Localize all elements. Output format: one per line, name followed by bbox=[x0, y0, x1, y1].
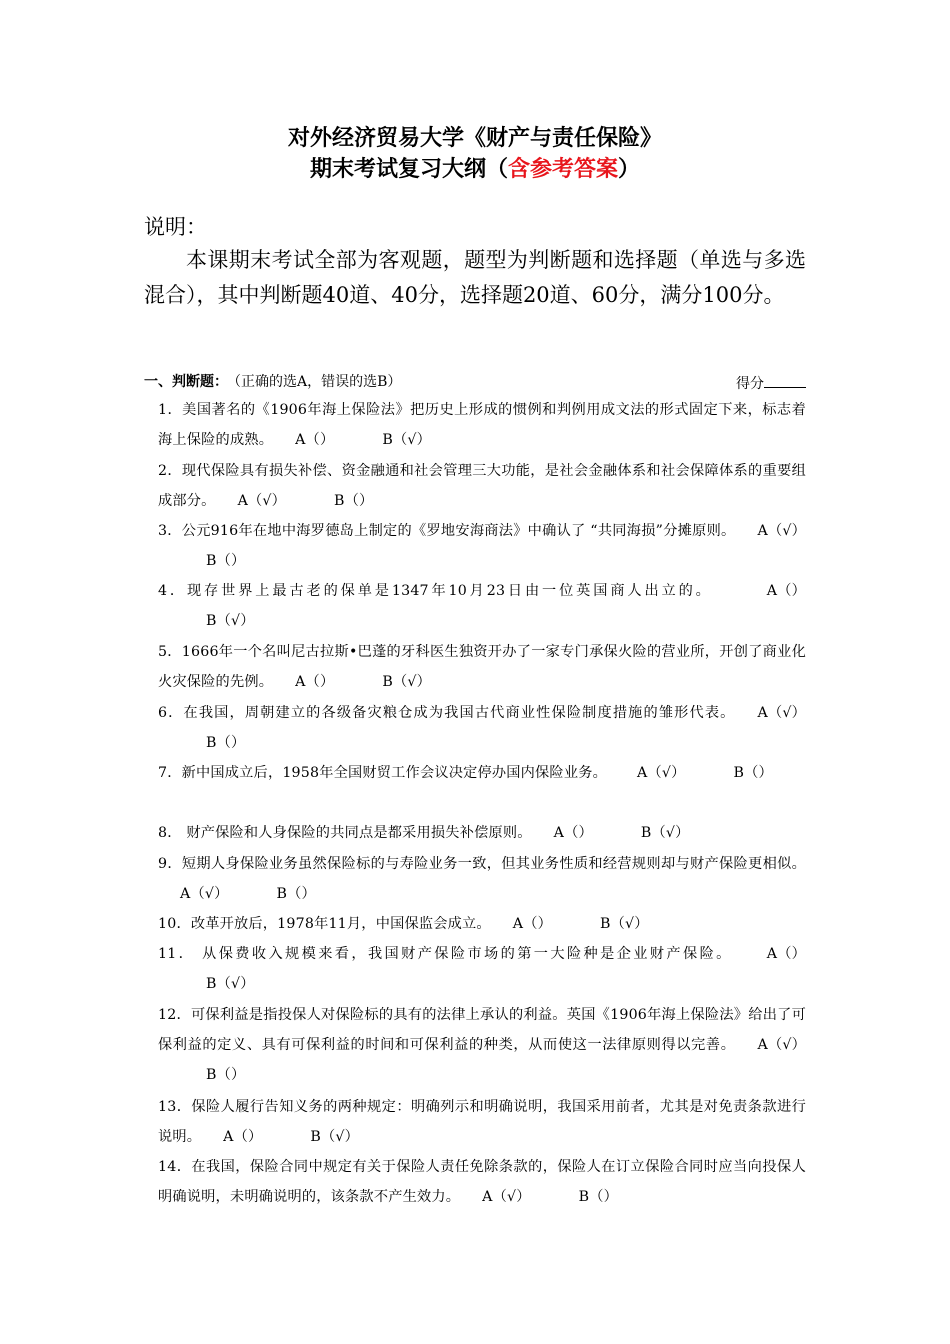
question-item bbox=[158, 818, 806, 848]
option-b: B（√） bbox=[600, 916, 649, 932]
document-title bbox=[0, 124, 950, 154]
option-a: A（√） bbox=[482, 1189, 531, 1205]
option-a: A（√） bbox=[757, 705, 806, 721]
question-text: 8． 财产保险和人身保险的共同点是都采用损失补偿原则。 bbox=[158, 825, 532, 841]
title-line-2-prefix: 期末考试复习大纲（ bbox=[309, 157, 508, 182]
question-text: 5．1666年一个名叫尼古拉斯•巴蓬的牙科医生独资开办了一家专门承保火险的营业所，开创了商业化火灾保险的先例。 bbox=[158, 644, 806, 690]
question-item bbox=[158, 516, 806, 576]
score-label: 得分 bbox=[736, 376, 764, 392]
option-a: A（√） bbox=[180, 886, 229, 902]
question-text: 1．美国著名的《1906年海上保险法》把历史上形成的惯例和判例用成文法的形式固定下来，标志着海上保险的成熟。 bbox=[158, 402, 806, 448]
question-text: 3．公元916年在地中海罗德岛上制定的《罗地安海商法》中确认了 “共同海损”分摊原则。 bbox=[158, 523, 736, 539]
option-b: B（） bbox=[206, 1067, 246, 1083]
option-b: B（） bbox=[334, 493, 374, 509]
question-item bbox=[158, 1152, 806, 1212]
question-text: 6．在我国，周朝建立的各级备灾粮仓成为我国古代商业性保险制度措施的雏形代表。 bbox=[158, 705, 736, 721]
answer-note-highlight: 含参考答案 bbox=[507, 157, 618, 182]
option-b: B（√） bbox=[310, 1129, 360, 1145]
option-a: A（） bbox=[766, 946, 806, 962]
option-b: B（） bbox=[733, 765, 773, 781]
question-item bbox=[158, 698, 806, 758]
question-item bbox=[158, 637, 806, 697]
option-b: B（√） bbox=[206, 976, 255, 992]
question-text: 14．在我国，保险合同中规定有关于保险人责任免除条款的，保险人在订立保险合同时应当向投保人明确说明，未明确说明的，该条款不产生效力。 bbox=[158, 1159, 806, 1205]
question-text: 7．新中国成立后，1958年全国财贸工作会议决定停办国内保险业务。 bbox=[158, 765, 607, 781]
question-item bbox=[158, 849, 806, 909]
option-b: B（√） bbox=[382, 432, 431, 448]
question-text: 13．保险人履行告知义务的两种规定：明确列示和明确说明，我国采用前者，尤其是对免责条款进行说明。 bbox=[158, 1099, 806, 1145]
option-b: B（√） bbox=[640, 825, 690, 841]
option-a: A（√） bbox=[757, 1037, 806, 1053]
question-item bbox=[158, 1000, 806, 1090]
option-b: B（） bbox=[578, 1189, 619, 1205]
option-a: A（） bbox=[766, 583, 806, 599]
question-item bbox=[158, 395, 806, 455]
section-header bbox=[144, 372, 806, 392]
option-a: A（√） bbox=[237, 493, 287, 509]
question-text: 2．现代保险具有损失补偿、资金融通和社会管理三大功能，是社会金融体系和社会保障体系的重要组成部分。 bbox=[158, 463, 806, 509]
title-line-2-suffix: ） bbox=[618, 157, 641, 182]
score-blank bbox=[764, 372, 806, 388]
question-item bbox=[158, 909, 806, 939]
question-item bbox=[158, 456, 806, 516]
option-b: B（） bbox=[206, 735, 246, 751]
option-a: A（） bbox=[295, 674, 335, 690]
question-text: 4．现存世界上最古老的保单是1347年10月23日由一位英国商人出立的。 bbox=[158, 583, 713, 599]
option-b: B（√） bbox=[382, 674, 431, 690]
question-item bbox=[158, 758, 806, 788]
option-b: B（） bbox=[206, 553, 246, 569]
section-title: 一、判断题： bbox=[144, 374, 228, 390]
question-item bbox=[158, 1092, 806, 1152]
question-item bbox=[158, 939, 806, 999]
option-a: A（√） bbox=[757, 523, 806, 539]
score-field bbox=[736, 372, 806, 394]
option-a: A（） bbox=[223, 1129, 263, 1145]
question-text: 9．短期人身保险业务虽然保险标的与寿险业务一致，但其业务性质和经营规则却与财产保险更相似。 bbox=[158, 856, 806, 872]
intro-text: 本课期末考试全部为客观题，题型为判断题和选择题（单选与多选混合），其中判断题40道、40分，选择题20道、60分，满分100分。 bbox=[144, 248, 806, 307]
intro-label: 说明： bbox=[144, 215, 207, 239]
option-a: A（） bbox=[553, 825, 593, 841]
title-line-1: 对外经济贸易大学《财产与责任保险》 bbox=[287, 126, 662, 151]
question-text: 11． 从保费收入规模来看，我国财产保险市场的第一大险种是企业财产保险。 bbox=[158, 946, 733, 962]
question-item bbox=[158, 576, 806, 636]
section-note: （正确的选A，错误的选B） bbox=[234, 374, 402, 390]
question-text: 12．可保利益是指投保人对保险标的具有的法律上承认的利益。英国《1906年海上保险法》给出了可保利益的定义、具有可保利益的时间和可保利益的种类，从而使这一法律原则得以完善。 bbox=[158, 1007, 806, 1053]
option-a: A（√） bbox=[637, 765, 686, 781]
option-b: B（） bbox=[276, 886, 316, 902]
document-subtitle bbox=[0, 155, 950, 185]
option-a: A（） bbox=[512, 916, 553, 932]
question-text: 10．改革开放后，1978年11月，中国保监会成立。 bbox=[158, 916, 491, 932]
option-b: B（√） bbox=[206, 613, 255, 629]
option-a: A（） bbox=[295, 432, 335, 448]
